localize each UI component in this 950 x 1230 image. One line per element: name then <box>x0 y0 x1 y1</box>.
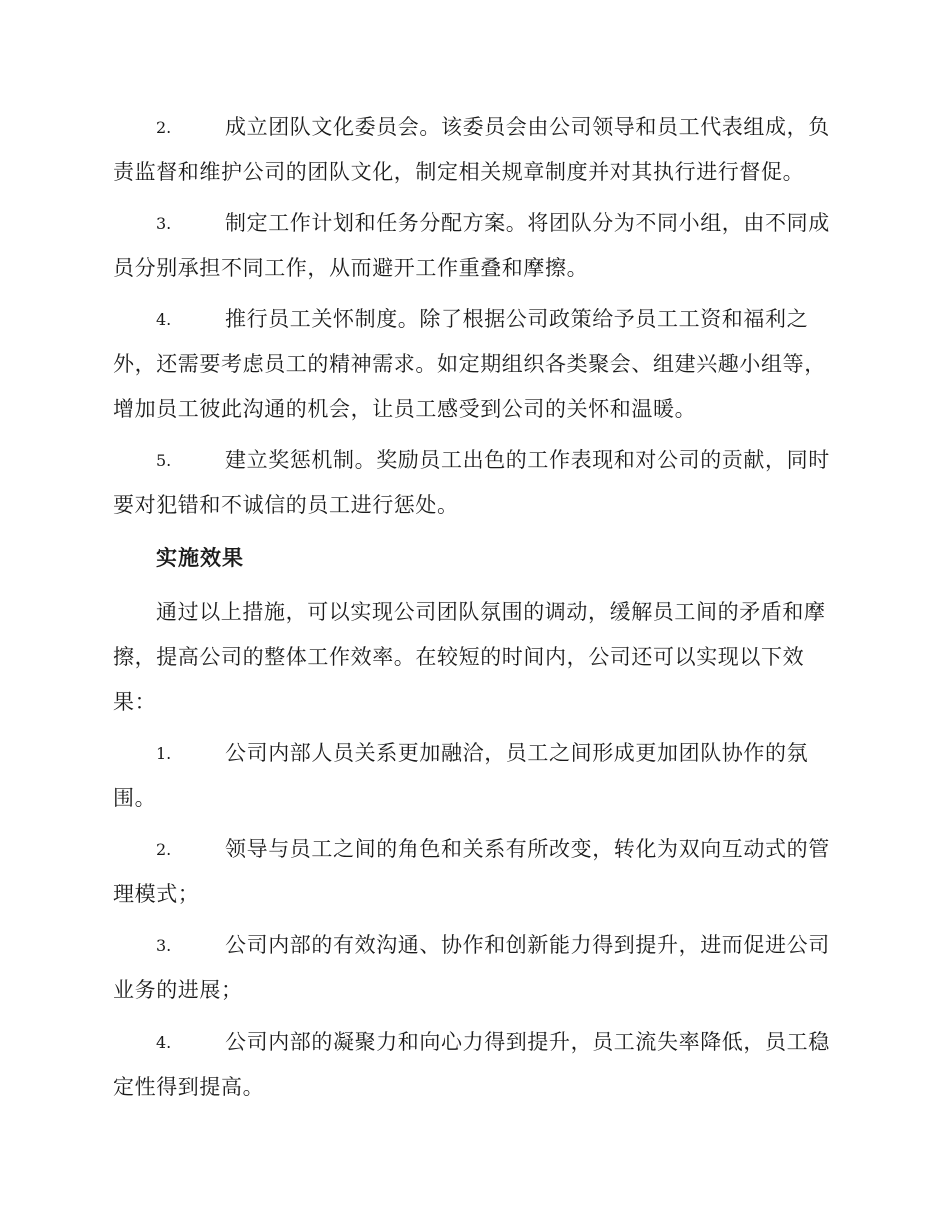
list-item-text: 制定工作计划和任务分配方案。将团队分为不同小组，由不同成员分别承担不同工作，从而避开工作重叠和摩擦。 <box>113 211 830 280</box>
list-number: 2. <box>156 118 172 137</box>
list-item-text: 成立团队文化委员会。该委员会由公司领导和员工代表组成，负责监督和维护公司的团队文化，制定相关规章制度并对其执行进行督促。 <box>113 115 830 184</box>
list-item-text: 建立奖惩机制。奖励员工出色的工作表现和对公司的贡献，同时要对犯错和不诚信的员工进行惩处。 <box>113 448 830 517</box>
list1-item-2 <box>113 105 833 195</box>
list2-item-4 <box>113 1020 833 1110</box>
list-number: 3. <box>156 936 172 955</box>
list-number: 4. <box>156 1033 172 1052</box>
list-item-text: 推行员工关怀制度。除了根据公司政策给予员工工资和福利之外，还需要考虑员工的精神需求。如定期组织各类聚会、组建兴趣小组等，增加员工彼此沟通的机会，让员工感受到公司的关怀和温暖。 <box>113 307 826 421</box>
list-number: 1. <box>156 744 172 763</box>
list2-item-1 <box>113 731 833 821</box>
list-item-text: 领导与员工之间的角色和关系有所改变，转化为双向互动式的管理模式； <box>113 837 830 906</box>
list-number: 3. <box>156 214 172 233</box>
list-number: 4. <box>156 310 172 329</box>
list-number: 5. <box>156 451 172 470</box>
list1-item-3 <box>113 201 833 291</box>
list2-item-2 <box>113 827 833 917</box>
list-item-text: 公司内部的有效沟通、协作和创新能力得到提升，进而促进公司业务的进展； <box>113 933 830 1002</box>
list-number: 2. <box>156 840 172 859</box>
section-heading: 实施效果 <box>156 546 244 570</box>
list-item-text: 公司内部人员关系更加融洽，员工之间形成更加团队协作的氛围。 <box>113 741 809 810</box>
list1-item-5 <box>113 438 833 528</box>
intro-paragraph: 通过以上措施，可以实现公司团队氛围的调动，缓解员工间的矛盾和摩擦，提高公司的整体工作效率。在较短的时间内，公司还可以实现以下效果： <box>113 600 826 714</box>
list-item-text: 公司内部的凝聚力和向心力得到提升，员工流失率降低，员工稳定性得到提高。 <box>113 1030 830 1099</box>
list2-item-3 <box>113 923 833 1013</box>
list1-item-4 <box>113 297 833 432</box>
